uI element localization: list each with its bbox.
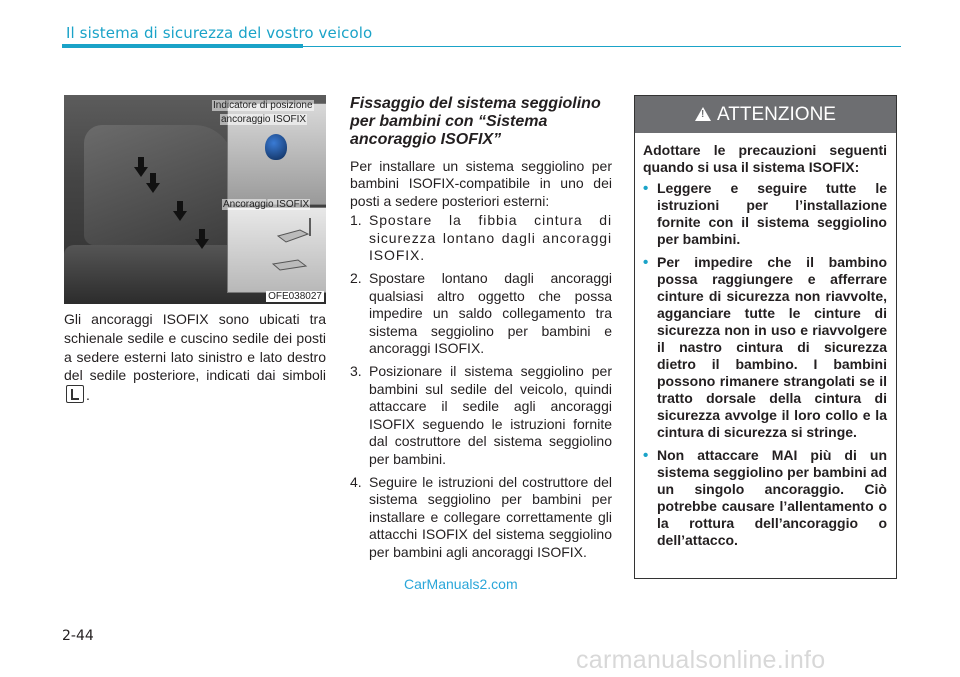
isofix-seat-photo (64, 95, 326, 304)
carmanuals-watermark[interactable]: CarManuals2.com (404, 576, 518, 592)
warning-header (635, 96, 896, 133)
isofix-indicator-icon (265, 134, 287, 160)
anchor-bracket-icon (228, 208, 326, 292)
section-title: Il sistema di sicurezza del vostro veicolo (66, 24, 373, 42)
step-text: Posizionare il sistema seggiolino per bambini sul sedile del veicolo, quindi attaccare il sedile agli ancoraggi ISOFIX seguendo le istruzioni fornite dal costruttore del sistema seggiolino per bambini. (369, 363, 612, 467)
header-rule-thin (303, 46, 901, 47)
warning-triangle-icon (695, 107, 711, 121)
page-number: 2-44 (62, 628, 94, 644)
arrow-down-icon (195, 239, 209, 249)
image-code: OFE038027 (268, 291, 322, 302)
list-item (643, 447, 887, 549)
step-number: 1. (350, 212, 362, 229)
step-text: Seguire le istruzioni del costruttore del sistema seggiolino per bambini per installare e collegare correttamente gli attacchi ISOFIX del sistema seggiolino per bambini agli ancoraggi ISOFIX. (369, 473, 612, 560)
indicator-label-line2: ancoraggio ISOFIX (221, 114, 307, 125)
warning-item-text: Non attaccare MAI più di un sistema seggiolino per bambini ad un singolo ancoraggio. Ciò potrebbe causare l’allentamento o la rottura dell’ancoraggio o dell’attacco. (657, 447, 887, 548)
site-watermark[interactable]: carmanualsonline.info (576, 646, 826, 674)
indicator-label-line1: Indicatore di posizione (213, 100, 313, 111)
warning-title: ATTENZIONE (717, 103, 836, 125)
bullet-icon: • (643, 254, 649, 271)
list-item (350, 363, 612, 467)
step-number: 4. (350, 473, 362, 490)
list-item (350, 474, 612, 561)
anchor-location-text: Gli ancoraggi ISOFIX sono ubicati tra schienale sedile e cuscino sedile dei posti a sedere esterni lato sinistro e lato destro del sedile posteriore, indicati dai simboli (64, 311, 326, 384)
header-rule-thick (62, 44, 303, 48)
installation-steps (350, 212, 612, 561)
list-item (350, 270, 612, 357)
anchor-location-paragraph (64, 310, 326, 405)
bullet-icon: • (643, 180, 649, 197)
warning-item-text: Per impedire che il bambino possa raggiungere e afferrare cinture di sicurezza non riavvolte, agganciare tutte le cinture di sicurezza non in uso e riavvolgere il nastro cintura di sicurezza dietro il bambino. I bambini possono rimanere strangolati se il tratto dorsale della cintura di sicurezza avvolge il loro collo e la cintura di sicurezza si stringe. (657, 254, 887, 440)
arrow-down-icon (134, 167, 148, 177)
bullet-icon: • (643, 447, 649, 464)
arrow-down-icon (146, 183, 160, 193)
warning-box (634, 95, 897, 579)
installation-column (350, 95, 612, 567)
warning-intro: Adottare le precauzioni seguenti quando si usa il sistema ISOFIX: (643, 142, 887, 175)
installation-intro: Per installare un sistema seggiolino per bambini ISOFIX-compatibile in uno dei posti a sedere posteriori esterni: (350, 158, 612, 209)
warning-body (635, 133, 896, 549)
step-text: Spostare lontano dagli ancoraggi qualsiasi altro oggetto che possa impedire un saldo collegamento tra sistema seggiolino per bambini e ancoraggi ISOFIX. (369, 270, 612, 357)
list-item (643, 180, 887, 248)
list-item (350, 212, 612, 264)
step-number: 3. (350, 363, 362, 380)
installation-heading: Fissaggio del sistema seggiolino per bambini con “Sistema ancoraggio ISOFIX” (350, 95, 601, 148)
step-text: Spostare la fibbia cintura di sicurezza lontano dagli ancoraggi ISOFIX. (369, 212, 612, 264)
anchor-inset (227, 207, 326, 293)
step-number: 2. (350, 270, 362, 287)
list-item (643, 254, 887, 441)
anchor-location-text-end: . (86, 387, 90, 404)
isofix-symbol-icon (66, 385, 84, 403)
anchor-label: Ancoraggio ISOFIX (223, 199, 310, 210)
arrow-down-icon (173, 211, 187, 221)
warning-list (643, 180, 887, 549)
warning-item-text: Leggere e seguire tutte le istruzioni per l’installazione fornite con il sistema seggiolino per bambini. (657, 180, 887, 247)
